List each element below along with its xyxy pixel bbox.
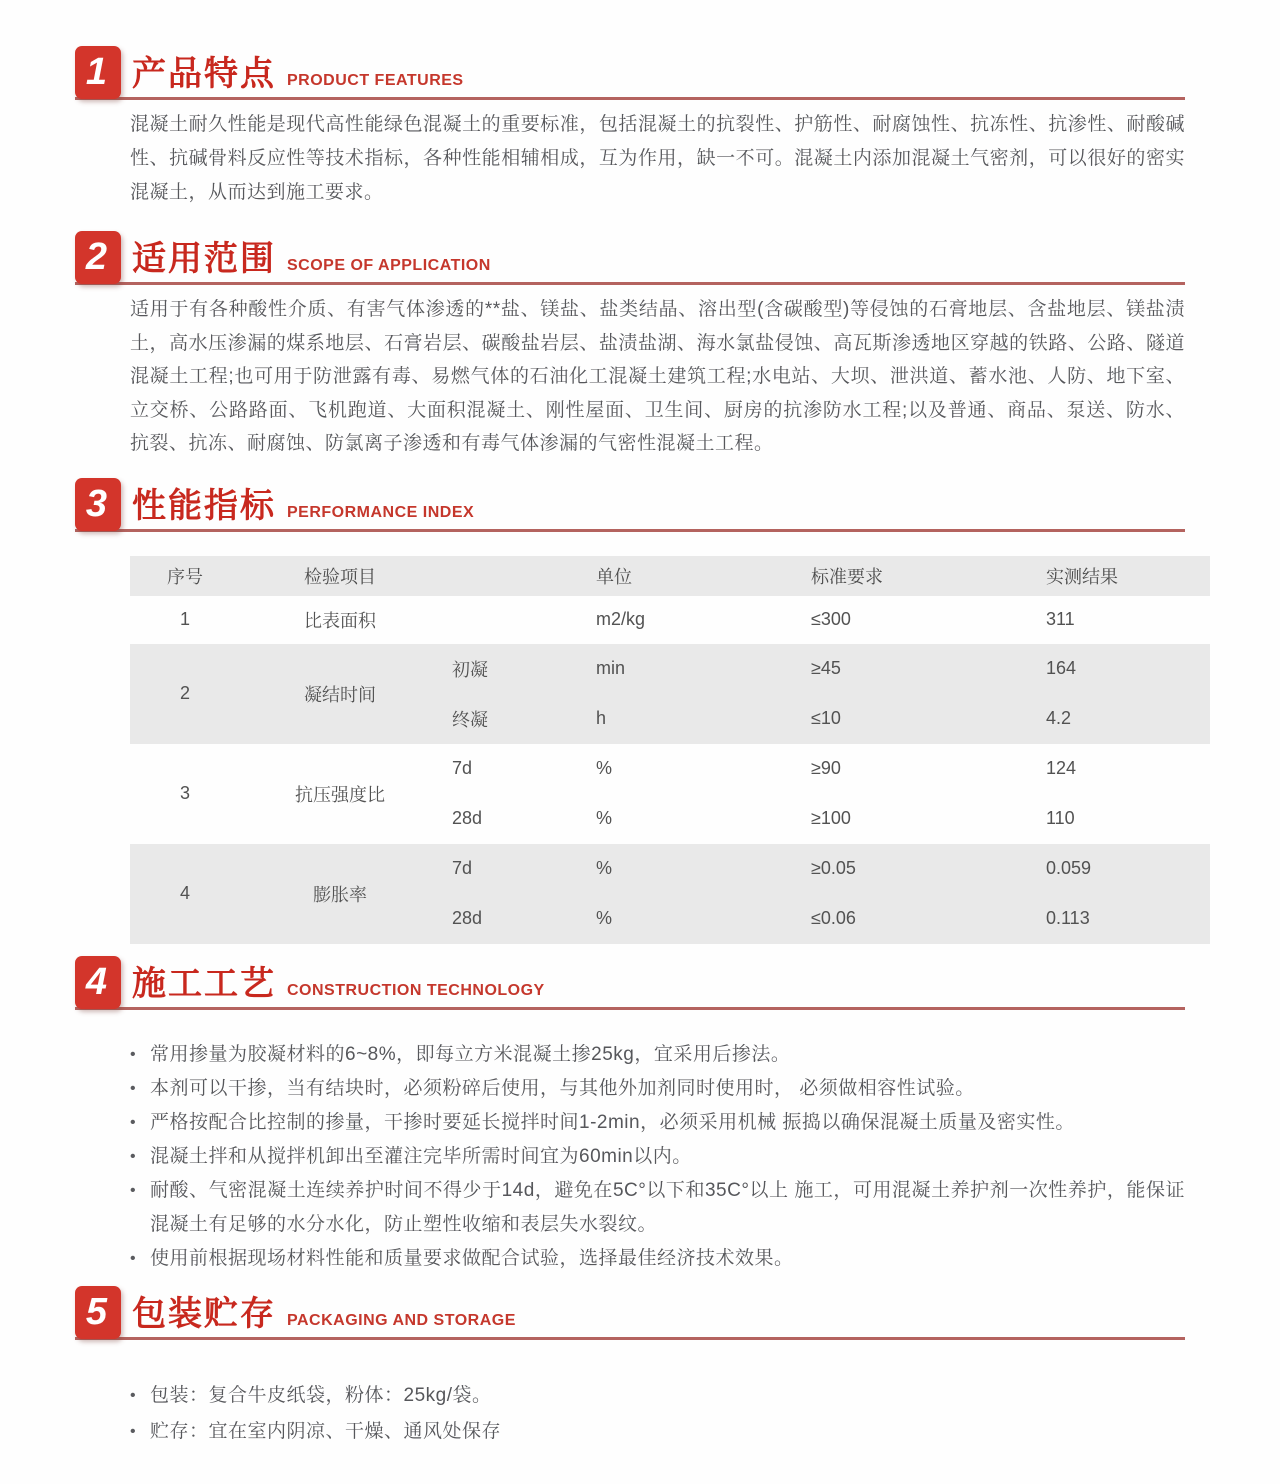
section-header-rule (75, 97, 1185, 100)
cell-result: 0.113 (1046, 908, 1090, 928)
list-item (130, 1072, 1185, 1106)
cell-standard: ≥90 (811, 758, 841, 778)
cell-sub: 7d (452, 858, 473, 878)
subrows (440, 744, 1210, 844)
cell-standard: ≤300 (811, 609, 851, 629)
table-subrow (440, 694, 1210, 744)
section-construction-technology (75, 954, 1185, 1276)
cell-result: 164 (1046, 658, 1077, 678)
list-item-text: 严格按配合比控制的掺量，干掺时要延长搅拌时间1-2min，必须采用机械 振捣以确保混凝土质量及密实性。 (150, 1111, 1075, 1133)
table-subrow (440, 894, 1210, 944)
list-item (130, 1174, 1185, 1242)
section-titles (132, 1286, 516, 1335)
cell-result: 311 (1046, 609, 1075, 629)
section-number-badge (75, 478, 121, 531)
list-item (130, 1414, 1185, 1450)
cell-item: 凝结时间 (304, 684, 376, 705)
section-header-rule (75, 1337, 1185, 1340)
subrows (440, 596, 1210, 644)
list-item (130, 1038, 1185, 1072)
cell-no: 2 (179, 683, 190, 703)
cell-sub: 终凝 (452, 709, 488, 730)
section-product-features (75, 44, 1185, 210)
cell-unit: % (596, 908, 613, 928)
section-title-zh: 施工工艺 (132, 964, 276, 1003)
bullet-dot-icon: • (130, 1045, 137, 1063)
section-title-zh: 包装贮存 (132, 1294, 276, 1333)
list-item (130, 1242, 1185, 1276)
cell-no: 1 (179, 609, 190, 629)
section-title-en: CONSTRUCTION TECHNOLOGY (287, 981, 545, 999)
section-title-en: SCOPE OF APPLICATION (287, 257, 491, 274)
section-header (75, 229, 1185, 285)
section-number-badge (75, 1286, 121, 1339)
cell-standard: ≤10 (811, 708, 841, 728)
cell-sub: 初凝 (452, 659, 488, 680)
cell-item: 比表面积 (304, 610, 376, 631)
list-item-text: 本剂可以干掺，当有结块时，必须粉碎后使用，与其他外加剂同时使用时， 必须做相容性试验。 (150, 1077, 975, 1099)
section-title-en: PERFORMANCE INDEX (287, 503, 475, 521)
bullet-dot-icon: • (130, 1147, 137, 1165)
section-header (75, 954, 1185, 1010)
bullet-dot-icon: • (130, 1079, 137, 1097)
section-scope-of-application (75, 229, 1185, 461)
cell-unit: % (596, 858, 613, 878)
cell-standard: ≥100 (811, 808, 851, 828)
table-subrow (440, 794, 1210, 844)
cell-unit: m2/kg (596, 609, 646, 629)
table-subrow (440, 596, 1210, 644)
col-header-item: 检验项目 (304, 566, 376, 587)
table-subrow (440, 844, 1210, 894)
section-header-rule (75, 1007, 1185, 1010)
list-item-text: 包装：复合牛皮纸袋，粉体：25kg/袋。 (150, 1384, 492, 1406)
subrows (440, 644, 1210, 744)
section-title-en: PACKAGING AND STORAGE (287, 1311, 516, 1329)
table-row (130, 844, 1210, 944)
bullet-dot-icon: • (130, 1249, 137, 1267)
cell-sub: 7d (452, 758, 473, 778)
cell-standard: ≤0.06 (811, 908, 856, 928)
section-paragraph: 适用于有各种酸性介质、有害气体渗透的**盐、镁盐、盐类结晶、溶出型(含碳酸型)等侵蚀的石膏地层、含盐地层、镁盐渍土，高水压渗漏的煤系地层、石膏岩层、碳酸盐岩层、盐渍盐湖、海水氯盐侵蚀、高瓦斯渗透地区穿越的铁路、公路、隧道混凝土工程;也可用于防泄露有毒、易燃气体的石油化工混凝土建筑工程;水电站、大坝、泄洪道、蓄水池、人防、地下室、立交桥、公路路面、飞机跑道、大面积混凝土、刚性屋面、卫生间、厨房的抗渗防水工程;以及普通、商品、泵送、防水、抗裂、抗冻、耐腐蚀、防氯离子渗透和有毒气体渗漏的气密性混凝土工程。 (130, 299, 1185, 454)
cell-item: 膨胀率 (313, 884, 367, 905)
col-header-result: 实测结果 (1046, 566, 1118, 587)
section-performance-index (75, 476, 1185, 944)
section-number-badge (75, 231, 121, 284)
cell-result: 124 (1046, 758, 1077, 778)
list-item (130, 1106, 1185, 1140)
section-header (75, 1284, 1185, 1340)
section-packaging-storage (75, 1284, 1185, 1450)
cell-result: 4.2 (1046, 708, 1072, 728)
table-subrow (440, 744, 1210, 794)
cell-no: 3 (179, 783, 190, 803)
section-number-badge (75, 956, 121, 1009)
cell-no: 4 (179, 883, 190, 903)
section-number: 1 (85, 51, 108, 93)
section-number: 3 (85, 482, 108, 525)
cell-standard: ≥45 (811, 658, 841, 678)
table-header-row (130, 556, 1210, 596)
performance-table (130, 556, 1210, 944)
bullet-dot-icon: • (130, 1181, 137, 1199)
section-number-badge (75, 46, 121, 99)
section-title-zh: 性能指标 (132, 486, 276, 525)
section-header-rule (75, 282, 1185, 285)
list-item (130, 1378, 1185, 1414)
section-titles (132, 231, 491, 280)
list-item-text: 耐酸、气密混凝土连续养护时间不得少于14d，避免在5C°以下和35C°以上 施工，可用混凝土养护剂一次性养护，能保证混凝土有足够的水分水化，防止塑性收缩和表层失水裂纹。 (150, 1179, 1185, 1235)
cell-standard: ≥0.05 (811, 858, 856, 878)
section-titles (132, 956, 545, 1005)
cell-item: 抗压强度比 (295, 784, 385, 805)
cell-result: 0.059 (1046, 858, 1092, 878)
bullet-dot-icon: • (130, 1113, 137, 1131)
bullet-dot-icon: • (130, 1386, 137, 1404)
section-title-en: PRODUCT FEATURES (287, 72, 464, 89)
table-row (130, 744, 1210, 844)
packaging-bullet-list (130, 1378, 1185, 1450)
cell-result: 110 (1046, 808, 1075, 828)
list-item-text: 混凝土拌和从搅拌机卸出至灌注完毕所需时间宜为60min以内。 (150, 1145, 692, 1167)
cell-sub: 28d (452, 908, 483, 928)
section-titles (132, 478, 474, 527)
section-header (75, 44, 1185, 100)
section-header (75, 476, 1185, 532)
subrows (440, 844, 1210, 944)
cell-unit: % (596, 808, 613, 828)
cell-unit: % (596, 758, 613, 778)
cell-unit: h (596, 708, 607, 728)
cell-unit: min (596, 658, 626, 678)
col-header-unit: 单位 (596, 566, 632, 587)
cell-sub: 28d (452, 808, 483, 828)
section-title-zh: 产品特点 (132, 55, 276, 93)
list-item-text: 贮存：宜在室内阴凉、干燥、通风处保存 (150, 1420, 502, 1442)
section-titles (132, 46, 464, 95)
list-item-text: 使用前根据现场材料性能和质量要求做配合试验，选择最佳经济技术效果。 (150, 1247, 794, 1269)
section-number: 2 (85, 236, 108, 278)
table-row (130, 644, 1210, 744)
table-subrow (440, 644, 1210, 694)
table-row (130, 596, 1210, 644)
section-title-zh: 适用范围 (132, 240, 276, 278)
section-number: 5 (85, 1290, 108, 1333)
list-item-text: 常用掺量为胶凝材料的6~8%，即每立方米混凝土掺25kg，宜采用后掺法。 (150, 1043, 791, 1065)
col-header-no: 序号 (167, 566, 203, 587)
bullet-dot-icon: • (130, 1422, 137, 1440)
construction-bullet-list (130, 1038, 1185, 1276)
col-header-standard: 标准要求 (811, 566, 883, 587)
section-paragraph: 混凝土耐久性能是现代高性能绿色混凝土的重要标准，包括混凝土的抗裂性、护筋性、耐腐蚀性、抗冻性、抗渗性、耐酸碱性、抗碱骨料反应性等技术指标，各种性能相辅相成，互为作用，缺一不可。混凝土内添加混凝土气密剂，可以很好的密实混凝土，从而达到施工要求。 (130, 114, 1185, 203)
list-item (130, 1140, 1185, 1174)
section-number: 4 (85, 960, 108, 1003)
section-header-rule (75, 529, 1185, 532)
